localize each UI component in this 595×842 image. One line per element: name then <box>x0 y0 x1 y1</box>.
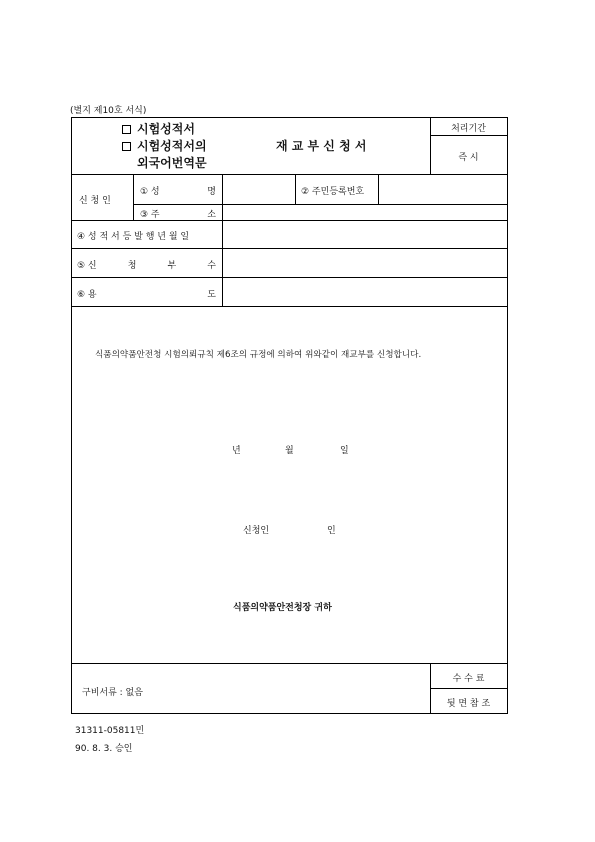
processing-period-value: 즉 시 <box>458 153 479 163</box>
address-field[interactable] <box>223 205 507 220</box>
form-number: (별지 제10호 서식) <box>70 106 147 116</box>
application-statement: 식품의약품안전청 시험의뢰규칙 제6조의 규정에 의하여 위와같이 재교부를 신청합니다. <box>95 350 422 360</box>
purpose-field[interactable] <box>223 278 507 306</box>
resident-id-field[interactable] <box>379 175 507 204</box>
name-id-divider <box>295 174 296 204</box>
date-month: 월 <box>285 446 294 456</box>
name-field[interactable] <box>223 175 295 204</box>
checkbox-icon[interactable] <box>122 142 131 151</box>
fee-value: 뒷 면 참 조 <box>446 699 491 709</box>
option-test-report[interactable]: 시험성적서 <box>122 120 195 137</box>
seal-label: 인 <box>327 526 336 536</box>
issue-date-field[interactable] <box>223 221 507 248</box>
attachments: 구비서류 : 없음 <box>82 688 143 698</box>
option-test-report-of[interactable]: 시험성적서의 <box>122 137 207 154</box>
name-label: ① 성 명 <box>140 187 216 197</box>
form-title: 재 교 부 신 청 서 <box>276 139 367 153</box>
checkbox-icon[interactable] <box>122 125 131 134</box>
frame-top-border <box>71 117 508 118</box>
frame-right-border <box>507 117 508 714</box>
frame-left-border <box>71 117 72 714</box>
form-code: 31311-05811민 <box>75 726 145 736</box>
applicant-divider <box>133 174 134 220</box>
fee-divider <box>430 688 507 689</box>
applicant-label: 신 청 인 <box>79 196 111 206</box>
date-day: 일 <box>340 446 349 456</box>
address-label: ③ 주 소 <box>140 210 216 220</box>
date-year: 년 <box>232 446 241 456</box>
processing-divider <box>430 135 507 136</box>
copies-field[interactable] <box>223 249 507 277</box>
fee-label: 수 수 료 <box>452 674 485 684</box>
approval-date: 90. 8. 3. 승인 <box>75 744 133 754</box>
processing-period-label: 처리기간 <box>451 124 486 134</box>
copies-label: ⑤ 신 청 부 수 <box>77 261 216 271</box>
footer-top-border <box>71 663 508 664</box>
issue-date-label: ④ 성 적 서 등 발 행 년 월 일 <box>77 232 190 242</box>
option-foreign-translation-label: 외국어번역문 <box>137 156 207 170</box>
applicant-signature-label: 신청인 <box>243 526 270 536</box>
purpose-label: ⑥ 용 도 <box>77 290 216 300</box>
frame-bottom-border <box>71 713 508 714</box>
purpose-row-bottom <box>71 306 508 307</box>
resident-id-label: ② 주민등록번호 <box>301 187 365 197</box>
recipient: 식품의약품안전청장 귀하 <box>233 603 332 613</box>
